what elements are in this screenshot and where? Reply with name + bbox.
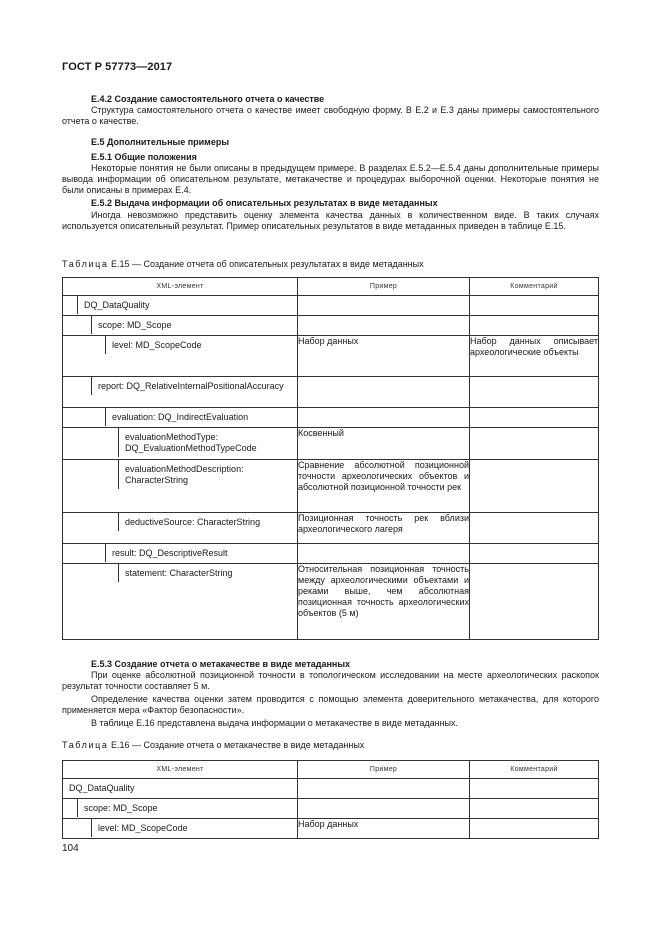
table-row — [63, 408, 599, 428]
table15-element: evaluationMethodType: DQ_EvaluationMethodTypeCode — [125, 432, 257, 453]
table15-caption-text: Е.15 — Создание отчета об описательных результатах в виде метаданных — [111, 259, 424, 269]
table16-element: DQ_DataQuality — [69, 783, 135, 793]
table15-col-comment: Комментарий — [470, 278, 599, 296]
table15-example — [298, 544, 470, 564]
table15-example: Набор данных — [298, 336, 470, 377]
table-row — [63, 460, 599, 513]
table15-comment — [470, 564, 599, 640]
table16-header-row — [63, 761, 599, 779]
table15-example: Косвенный — [298, 428, 470, 460]
table15-comment — [470, 513, 599, 544]
section-e53-text-3: В таблице Е.16 представлена выдача информации о метакачестве в виде метаданных. — [91, 718, 459, 728]
table15-element: evaluationMethodDescription: CharacterString — [125, 464, 244, 485]
table15-element: level: MD_ScopeCode — [112, 340, 202, 350]
table15-caption-prefix: Таблица — [62, 259, 109, 269]
page-number: 104 — [62, 843, 79, 854]
table15-element: statement: CharacterString — [125, 568, 233, 578]
table-row — [63, 377, 599, 408]
table16-element: scope: MD_Scope — [84, 803, 158, 813]
section-e52-text: Иногда невозможно представить оценку элемента качества данных в количественном виде. В таких случаях используется описательный результат. Пример описательных результатов в виде метаданных приведен в таблице Е.15. — [62, 210, 599, 231]
table-row — [63, 779, 599, 799]
table16-caption-text: Е.16 — Создание отчета о метакачестве в виде метаданных — [111, 740, 365, 750]
table15-example: Относительная позиционная точность между археологическими объектами и реками выше, чем абсолютная позиционная точность археологических объектов (5 м) — [298, 564, 470, 640]
table-row — [63, 336, 599, 377]
table15-element: scope: MD_Scope — [98, 320, 172, 330]
table15-comment — [470, 377, 599, 408]
table-row — [63, 799, 599, 819]
section-e53-text-2: Определение качества оценки затем проводится с помощью элемента доверительного метакачества, для которого применяется мера «Фактор безопасности». — [62, 694, 599, 715]
section-e53-heading: Е.5.3 Создание отчета о метакачестве в виде метаданных — [91, 659, 351, 669]
table15-example: Сравнение абсолютной позиционной точности археологических объектов и абсолютной позиционной точности рек — [298, 460, 470, 513]
table16-caption — [62, 740, 364, 751]
table15-example: Позиционная точность рек вблизи археологического лагеря — [298, 513, 470, 544]
table-row — [63, 564, 599, 640]
table-e16 — [62, 760, 599, 839]
section-e5-heading: Е.5 Дополнительные примеры — [91, 137, 230, 147]
table15-example — [298, 377, 470, 408]
table15-header-row — [63, 278, 599, 296]
section-e42-text: Структура самостоятельного отчета о качестве имеет свободную форму. В Е.2 и Е.3 даны примеры самостоятельного отчета о качестве. — [62, 105, 599, 126]
table-row — [63, 316, 599, 336]
table15-comment — [470, 408, 599, 428]
section-e51-heading: Е.5.1 Общие положения — [91, 152, 197, 162]
table16-example — [298, 799, 470, 819]
section-e52-heading: Е.5.2 Выдача информации об описательных результатах в виде метаданных — [91, 198, 438, 208]
table15-caption — [62, 259, 424, 270]
table15-comment — [470, 316, 599, 336]
table15-element: DQ_DataQuality — [84, 300, 150, 310]
table16-comment — [470, 799, 599, 819]
table-row — [63, 819, 599, 839]
table16-col-comment: Комментарий — [470, 761, 599, 779]
table16-comment — [470, 779, 599, 799]
table15-example — [298, 296, 470, 316]
table15-col-xml: XML-элемент — [63, 278, 298, 296]
table15-comment — [470, 428, 599, 460]
section-e42-heading: E.4.2 Создание самостоятельного отчета о качестве — [91, 94, 325, 104]
table-row — [63, 296, 599, 316]
table15-comment: Набор данных описывает археологические объекты — [470, 336, 599, 377]
table15-element: evaluation: DQ_IndirectEvaluation — [112, 412, 249, 422]
table15-element: deductiveSource: CharacterString — [125, 517, 261, 527]
table15-comment — [470, 296, 599, 316]
section-e51-text: Некоторые понятия не были описаны в предыдущем примере. В разделах Е.5.2—Е.5.4 даны дополнительные примеры вывода информации об описательном результате, метакачестве и процедурах выборочной оценки. Некоторые понятия не были описаны в примерах Е.4. — [62, 163, 599, 195]
section-e53-text-1: При оценке абсолютной позиционной точности в топологическом исследовании на месте археологических раскопок результат точности составляет 5 м. — [62, 670, 599, 691]
table16-col-example: Пример — [298, 761, 470, 779]
table-row — [63, 513, 599, 544]
table16-element: level: MD_ScopeCode — [98, 823, 188, 833]
table15-example — [298, 408, 470, 428]
table-e15 — [62, 277, 599, 640]
table16-col-xml: XML-элемент — [63, 761, 298, 779]
table16-caption-prefix: Таблица — [62, 740, 109, 750]
table16-example: Набор данных — [298, 819, 470, 839]
table16-comment — [470, 819, 599, 839]
table15-element: report: DQ_RelativeInternalPositionalAccuracy — [98, 381, 284, 391]
table-row — [63, 428, 599, 460]
table15-col-example: Пример — [298, 278, 470, 296]
table15-comment — [470, 460, 599, 513]
document-header: ГОСТ Р 57773—2017 — [62, 61, 173, 73]
table-row — [63, 544, 599, 564]
table15-comment — [470, 544, 599, 564]
table15-example — [298, 316, 470, 336]
table16-example — [298, 779, 470, 799]
table15-element: result: DQ_DescriptiveResult — [112, 548, 228, 558]
